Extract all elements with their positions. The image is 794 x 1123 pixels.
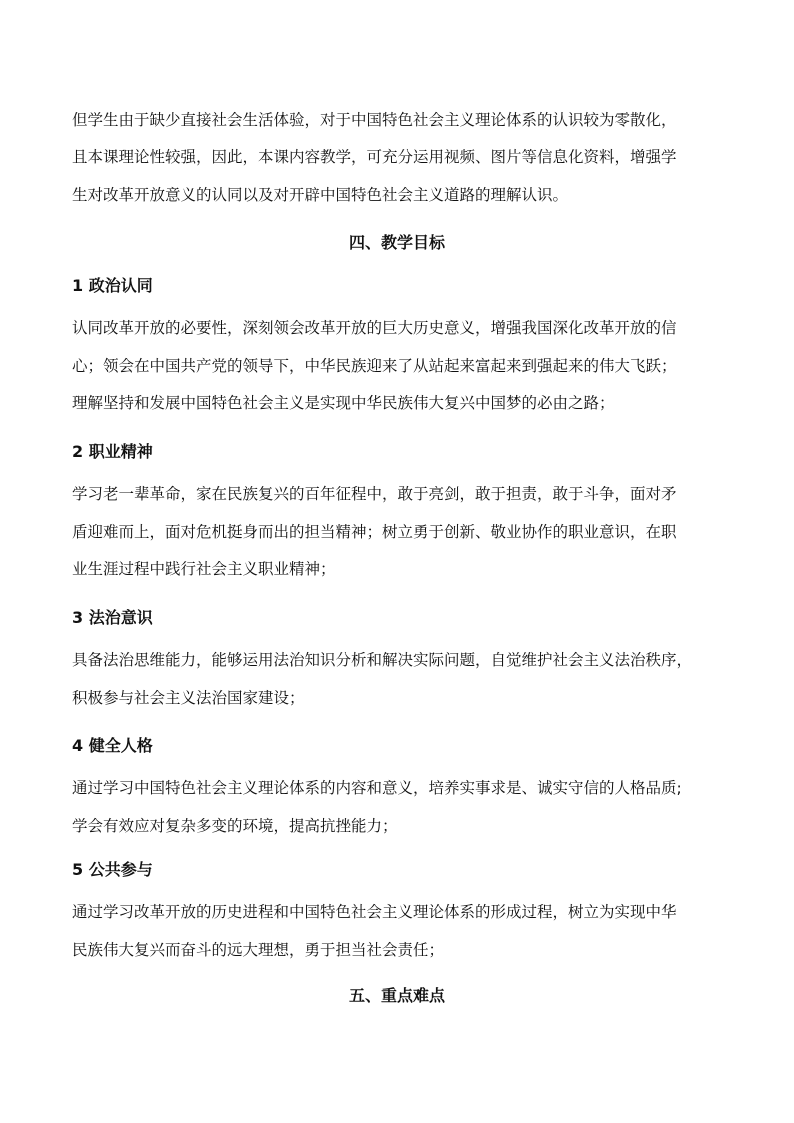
- objective-professional-line-3: 业生涯过程中践行社会主义职业精神；: [72, 560, 336, 578]
- objective-political-line-2: 心；领会在中国共产党的领导下，中华民族迎来了从站起来富起来到强起来的伟大飞跃；: [72, 357, 677, 375]
- intro-line-3: 生对改革开放意义的认同以及对开辟中国特色社会主义道路的理解认识。: [72, 186, 569, 204]
- section-title-key-points: 五、重点难点: [348, 986, 445, 1005]
- objective-legal-line-2: 积极参与社会主义法治国家建设；: [72, 689, 305, 707]
- section-title-teaching-objectives: 四、教学目标: [348, 233, 445, 252]
- objective-heading-legal: 3 法治意识: [72, 608, 153, 627]
- objective-legal-line-1: 具备法治思维能力，能够运用法治知识分析和解决实际问题，自觉维护社会主义法治秩序，: [72, 651, 693, 669]
- objective-professional-line-2: 盾迎难而上，面对危机挺身而出的担当精神；树立勇于创新、敬业协作的职业意识，在职: [72, 523, 677, 541]
- objective-personality-line-1: 通过学习中国特色社会主义理论体系的内容和意义，培养实事求是、诚实守信的人格品质;: [72, 779, 682, 797]
- intro-line-1: 但学生由于缺少直接社会生活体验，对于中国特色社会主义理论体系的认识较为零散化，: [72, 111, 677, 129]
- objective-political-line-1: 认同改革开放的必要性，深刻领会改革开放的巨大历史意义，增强我国深化改革开放的信: [72, 319, 677, 337]
- objective-public-line-1: 通过学习改革开放的历史进程和中国特色社会主义理论体系的形成过程，树立为实现中华: [72, 903, 677, 921]
- objective-personality-line-2: 学会有效应对复杂多变的环境，提高抗挫能力；: [72, 817, 398, 835]
- objective-heading-public: 5 公共参与: [72, 860, 153, 879]
- objective-heading-political: 1 政治认同: [72, 276, 153, 295]
- objective-public-line-2: 民族伟大复兴而奋斗的远大理想，勇于担当社会责任；: [72, 941, 445, 959]
- objective-heading-professional: 2 职业精神: [72, 442, 153, 461]
- objective-heading-personality: 4 健全人格: [72, 736, 153, 755]
- objective-political-line-3: 理解坚持和发展中国特色社会主义是实现中华民族伟大复兴中国梦的必由之路；: [72, 394, 615, 412]
- objective-professional-line-1: 学习老一辈革命，家在民族复兴的百年征程中，敢于亮剑，敢于担责，敢于斗争，面对矛: [72, 485, 677, 503]
- intro-line-2: 且本课理论性较强，因此，本课内容教学，可充分运用视频、图片等信息化资料，增强学: [72, 148, 677, 166]
